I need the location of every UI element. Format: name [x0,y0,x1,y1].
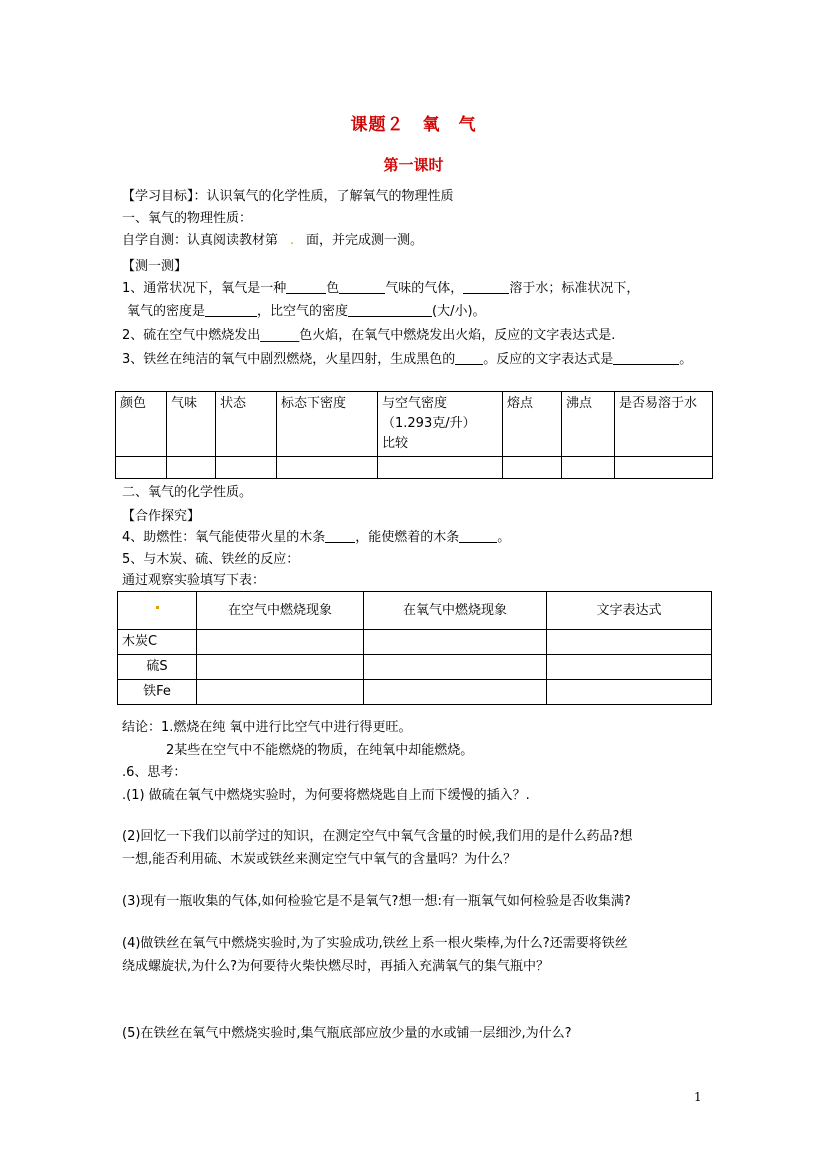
table-row [118,680,712,705]
header-boiling-point: 沸点 [562,392,615,457]
think-question-1: .(1) 做硫在氧气中燃烧实验时，为何要将燃烧匙自上而下缓慢的插入？. [122,788,530,803]
think-question-4-line-2: 绕成螺旋状,为什么?为何要待火柴快燃尽时，再插入充满氧气的集气瓶中？ [122,959,550,974]
cell[interactable] [547,630,712,655]
row-label-charcoal: 木炭C [118,630,197,655]
q1-text-f: ，比空气的密度 [257,304,349,319]
table-intro: 通过观察实验填写下表： [122,573,266,588]
cell-std-density[interactable] [277,457,378,479]
table-row [116,457,713,479]
header-equation: 文字表达式 [547,592,712,630]
question-5: 5、与木炭、硫、铁丝的反应： [122,552,300,567]
self-study-line: 自学自测：认真阅读教材第 . 面，并完成测一测。 [122,233,424,248]
q1-blank-color[interactable] [286,279,326,294]
mark [156,606,159,609]
question-3 [122,350,692,370]
cell[interactable] [364,630,547,655]
question-1-line-2 [127,302,486,322]
header-melting-point: 熔点 [503,392,562,457]
air-density-label: 与空气密度 [382,396,448,411]
corner-cell [118,592,197,630]
page-number: 1 [694,1090,702,1104]
cell[interactable] [197,655,364,680]
cell-air-density[interactable] [378,457,503,479]
learning-objective: 【学习目标】：认识氧气的化学性质，了解氧气的物理性质 [122,189,454,204]
cell-state[interactable] [216,457,277,479]
q1-text-b: 色 [326,281,340,296]
self-study-text: 自学自测：认真阅读教材第 [122,233,279,248]
q4-blank-glowing[interactable] [325,528,355,543]
header-color: 颜色 [116,392,167,457]
header-std-density: 标态下密度 [277,392,378,457]
conclusion-2: 2某些在空气中不能燃烧的物质，在纯氧中却能燃烧。 [166,743,474,758]
cell-odor[interactable] [167,457,216,479]
q3-text-c: 。 [679,352,693,367]
header-solubility: 是否易溶于水 [615,392,713,457]
q1-text-e: 氧气的密度是 [127,304,206,319]
conclusion-1: 结论：1.燃烧在纯 氧中进行比空气中进行得更旺。 [122,720,412,735]
question-2: 2、硫在空气中燃烧发出______色火焰，在氧气中燃烧发出火焰，反应的文字表达式是. [122,328,616,343]
cooperation-heading: 【合作探究】 [122,509,201,524]
row-label-sulfur: 硫S [118,655,197,680]
q1-blank-density[interactable] [205,302,257,317]
cell[interactable] [197,680,364,705]
q3-text-a: 3、铁丝在纯洁的氧气中剧烈燃烧，火星四射，生成黑色的 [122,352,456,367]
cell[interactable] [197,630,364,655]
cell[interactable] [547,655,712,680]
physical-properties-table [115,391,713,479]
q1-text-d: 溶于水；标准状况下， [509,281,640,296]
air-density-note: （1.293克/升） [382,416,476,431]
q1-text-c: 气味的气体， [385,281,464,296]
think-question-5: (5)在铁丝在氧气中燃烧实验时,集气瓶底部应放少量的水或铺一层细沙,为什么? [122,1026,572,1041]
q1-text-g: (大/小)。 [432,304,486,319]
air-density-compare: 比较 [382,436,409,451]
self-study-text-end: 面，并完成测一测。 [306,233,424,248]
q3-blank-equation[interactable] [613,350,679,365]
section-chemical-properties: 二、氧气的化学性质。 [122,485,253,500]
cell-color[interactable] [116,457,167,479]
header-state: 状态 [216,392,277,457]
q1-blank-odor[interactable] [339,279,385,294]
table-row [118,630,712,655]
header-oxygen-burning: 在氧气中燃烧现象 [364,592,547,630]
header-air-density [378,392,503,457]
header-odor: 气味 [167,392,216,457]
question-1-line-1 [122,279,639,299]
q3-text-b: 。反应的文字表达式是 [483,352,614,367]
cell-solubility[interactable] [615,457,713,479]
think-question-4-line-1: (4)做铁丝在氧气中燃烧实验时,为了实验成功,铁丝上系一根火柴棒,为什么?还需要将铁丝 [122,936,628,951]
reaction-table [117,591,712,705]
q4-blank-burning[interactable] [459,528,497,543]
cell[interactable] [364,680,547,705]
q4-text-c: 。 [497,530,511,545]
cell[interactable] [547,680,712,705]
q1-blank-solubility[interactable] [463,279,509,294]
q1-text-a: 1、通常状况下，氧气是一种 [122,281,287,296]
page-subtitle: 第一课时 [383,156,444,174]
header-air-burning: 在空气中燃烧现象 [197,592,364,630]
page-title: 课题２ 氧 气 [350,115,477,135]
think-question-3: (3)现有一瓶收集的气体,如何检验它是不是氧气?想一想:有一瓶氧气如何检验是否收集满? [122,894,631,909]
question-4 [122,528,510,548]
table-row [118,655,712,680]
cell[interactable] [364,655,547,680]
row-label-iron: 铁Fe [118,680,197,705]
q4-text-b: ，能使燃着的木条 [355,530,460,545]
think-heading: .6、思考： [122,765,187,780]
think-question-2-line-2: 一想,能否利用硫、木炭或铁丝来测定空气中氧气的含量吗？为什么？ [122,852,517,867]
cell-melting-point[interactable] [503,457,562,479]
cell-boiling-point[interactable] [562,457,615,479]
q1-blank-compare[interactable] [348,302,432,317]
q3-blank-product[interactable] [455,350,483,365]
q4-text-a: 4、助燃性：氧气能使带火星的木条 [122,530,326,545]
section-physical-properties: 一、氧气的物理性质： [122,211,253,226]
test-heading: 【测一测】 [122,259,188,274]
think-question-2-line-1: (2)回忆一下我们以前学过的知识，在测定空气中氧气含量的时候,我们用的是什么药品?想 [122,829,633,844]
